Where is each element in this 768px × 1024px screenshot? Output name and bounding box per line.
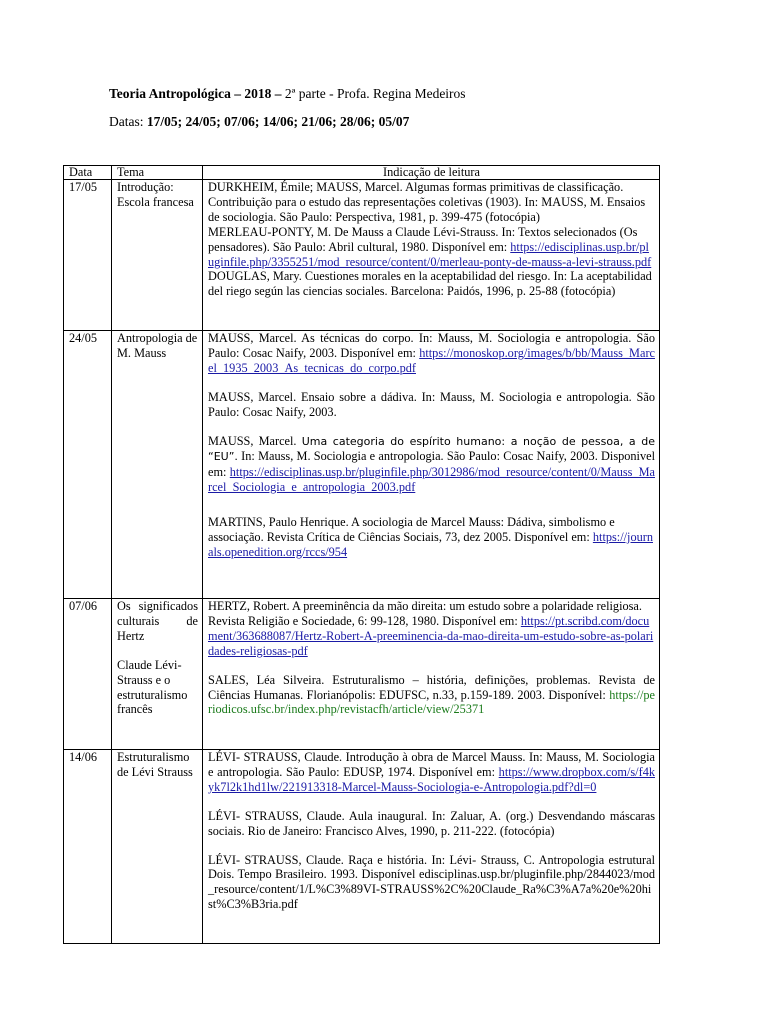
row-readings: [203, 599, 660, 750]
row-theme-hertz: Os significados culturais de Hertz: [117, 599, 198, 643]
row-theme: Introdução: Escola francesa: [112, 180, 203, 331]
dates-label: Datas:: [109, 114, 144, 129]
reading-entry: [208, 673, 655, 718]
reading-link[interactable]: https://edisciplinas.usp.br/pluginfile.php/3355251/mod_resource/content/0/merleau-ponty-de-mauss-a-levi-strauss.pdf: [208, 239, 652, 269]
reading-author: MAUSS, Marcel.: [208, 433, 297, 448]
reading-schedule-table: [63, 165, 660, 944]
row-theme: Antropologia de M. Mauss: [112, 331, 203, 599]
reading-entry: [208, 434, 655, 496]
reading-entry: [208, 515, 655, 560]
reading-entry: [208, 750, 655, 795]
reading-citation: In: Mauss, M. Sociologia e antropologia. São Paulo: Cosac Naify, 2003. Disponivel em:: [208, 449, 655, 480]
row-theme: Estruturalismo de Lévi Strauss: [112, 750, 203, 944]
row-readings: [203, 331, 660, 599]
dates-line: [109, 114, 409, 130]
reading-url[interactable]: https://periodicos.ufsc.br/index.php/revistacfh/article/view/25371: [208, 687, 655, 717]
row-theme-levi-strauss: Claude Lévi-Strauss e o estruturalismo francês: [117, 657, 188, 717]
reading-citation: MARTINS, Paulo Henrique. A sociologia de Marcel Mauss: Dádiva, simbolismo e associação. Revista Crítica de Ciências Sociais, 73, dez 2005. Disponível em:: [208, 515, 615, 545]
reading-entry: [208, 331, 655, 376]
reading-entry: LÉVI- STRAUSS, Claude. Aula inaugural. In: Zaluar, A. (org.) Desvendando máscaras sociais. Rio de Janeiro: Francisco Alves, 1990, p. 211-222. (fotocópia): [208, 808, 655, 838]
reading-link[interactable]: https://journals.openedition.org/rccs/954: [208, 530, 653, 559]
header-theme: Tema: [112, 166, 203, 180]
reading-url: edisciplinas.usp.br/pluginfile.php/2844023/mod_resource/content/1/L%C3%89VI-STRAUSS%2C%20Claude_Ra%C3%A7a%20e%20hist%C3%B3ria.pdf: [208, 867, 655, 912]
table-row: [64, 750, 660, 944]
reading-title: Uma categoria do espírito humano: a noção de pessoa, a de “EU”.: [208, 434, 656, 464]
table-header-row: [64, 166, 660, 180]
reading-entry: [208, 225, 655, 270]
reading-entry: MAUSS, Marcel. Ensaio sobre a dádiva. In: Mauss, M. Sociologia e antropologia. São Paulo: Cosac Naify, 2003.: [208, 389, 655, 419]
header-date: Data: [64, 166, 112, 180]
row-date: 07/06: [64, 599, 112, 750]
course-name: Teoria Antropológica – 2018 –: [109, 86, 282, 101]
row-date: 14/06: [64, 750, 112, 944]
document-title: [109, 86, 466, 102]
reading-citation: SALES, Léa Silveira. Estruturalismo – história, definições, problemas. Revista de Ciências Humanas. Florianópolis: EDUFSC, n.33, p.159-189. 2003. Disponível:: [208, 672, 655, 702]
reading-entry: [208, 599, 655, 659]
table-row: [64, 331, 660, 599]
row-theme: [112, 599, 203, 750]
reading-citation: LÉVI- STRAUSS, Claude. Introdução à obra de Marcel Mauss. In: Mauss, M. Sociologia e antropologia. São Paulo: EDUSP, 1974. Disponível em:: [208, 750, 655, 779]
reading-citation: MAUSS, Marcel. As técnicas do corpo. In: Mauss, M. Sociologia e antropologia. São Paulo: Cosac Naify, 2003. Disponível em:: [208, 331, 655, 360]
row-readings: [203, 180, 660, 331]
row-date: 17/05: [64, 180, 112, 331]
row-readings: [203, 750, 660, 944]
course-part: 2ª parte - Profa. Regina Medeiros: [284, 86, 466, 101]
row-date: 24/05: [64, 331, 112, 599]
dates-value: 17/05; 24/05; 07/06; 14/06; 21/06; 28/06; 05/07: [146, 114, 410, 129]
header-reading: Indicação de leitura: [203, 166, 660, 180]
reading-link[interactable]: https://www.dropbox.com/s/f4kyk7l2k1hd1lw/221913318-Marcel-Mauss-Sociologia-e-Antropologia.pdf?dl=0: [208, 764, 655, 794]
reading-link[interactable]: https://edisciplinas.usp.br/pluginfile.php/3012986/mod_resource/content/0/Mauss_Marcel_Sociologia_e_antropologia_2003.pdf: [208, 465, 655, 495]
table-row: [64, 599, 660, 750]
reading-link[interactable]: https://pt.scribd.com/document/363688087/Hertz-Robert-A-preeminencia-da-mao-direita-um-estudo-sobre-as-polaridades-religiosas-pdf: [208, 613, 654, 658]
reading-link[interactable]: https://monoskop.org/images/b/bb/Mauss_Marcel_1935_2003_As_tecnicas_do_corpo.pdf: [208, 345, 655, 375]
reading-citation: HERTZ, Robert. A preeminência da mão direita: um estudo sobre a polaridade religiosa. Revista Religião e Sociedade, 6: 99-128, 1980. Disponível em:: [208, 599, 642, 628]
reading-citation: LÉVI- STRAUSS, Claude. Raça e história. In: Lévi- Strauss, C. Antropologia estrutural Dois. Tempo Brasileiro. 1993. Disponível: [208, 852, 655, 882]
reading-entry: [208, 853, 655, 913]
reading-entry: DURKHEIM, Émile; MAUSS, Marcel. Algumas formas primitivas de classificação. Contribuição para o estudo das representações coletivas (1903). In: MAUSS, M. Ensaios de sociologia. São Paulo: Perspectiva, 1981, p. 399-475 (fotocópia): [208, 180, 646, 224]
reading-citation: MERLEAU-PONTY, M. De Mauss a Claude Lévi-Strauss. In: Textos selecionados (Os pensadores). São Paulo: Abril cultural, 1980. Disponível em:: [208, 224, 638, 254]
table-row: [64, 180, 660, 331]
reading-entry: DOUGLAS, Mary. Cuestiones morales en la aceptabilidad del riesgo. In: La aceptabilidad del riego según las ciencias sociales. Barcelona: Paidós, 1996, p. 25-88 (fotocópia): [208, 269, 652, 299]
